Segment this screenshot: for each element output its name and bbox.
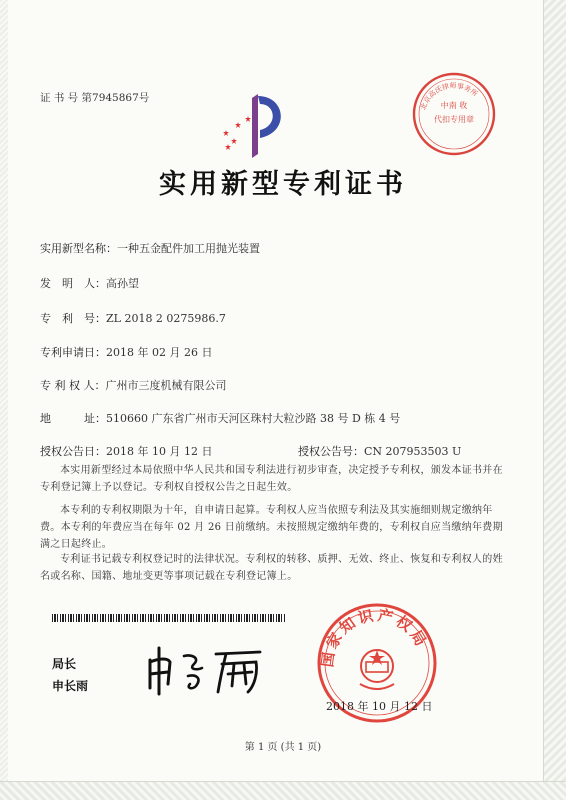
- field-value: ZL 2018 2 0275986.7: [106, 312, 226, 325]
- field-label: 授权公告号：: [298, 445, 364, 458]
- field-label: 发 明 人：: [40, 277, 106, 290]
- agency-seal-stamp: [408, 68, 500, 160]
- left-border-pattern: [0, 0, 8, 800]
- field-value: 510660 广东省广州市天河区珠村大粒沙路 38 号 D 栋 4 号: [106, 412, 401, 425]
- field-label: 授权公告日：: [40, 445, 106, 458]
- field-grant-date: [40, 443, 212, 459]
- field-value: 一种五金配件加工用抛光装置: [117, 242, 260, 255]
- director-name: 申长雨: [52, 679, 89, 693]
- field-inventor: [40, 275, 139, 291]
- field-filing-date: [40, 344, 212, 360]
- field-label: 专 利 权 人：: [40, 379, 106, 392]
- field-value: 广州市三度机械有限公司: [105, 379, 227, 392]
- field-label: 专利申请日：: [40, 346, 106, 359]
- field-patentee: [40, 377, 227, 393]
- certificate-title: 实用新型专利证书: [159, 169, 407, 200]
- issue-date: 2018 年 10 月 12 日: [326, 700, 433, 713]
- field-value: 高孙望: [106, 277, 139, 290]
- field-patent-number: [40, 310, 226, 326]
- field-value: 2018 年 10 月 12 日: [106, 445, 213, 458]
- patent-office-logo: [214, 88, 294, 160]
- field-label: 地 址：: [40, 412, 106, 425]
- svg-text:北京高沃律师事务所: 北京高沃律师事务所: [419, 81, 480, 112]
- director-title: 局长: [52, 657, 77, 671]
- certificate-number: 证 书 号 第7945867号: [40, 92, 150, 104]
- right-border-pattern: [543, 0, 566, 800]
- paragraph-grant-decision: 本实用新型经过本局依照中华人民共和国专利法进行初步审查，决定授予专利权，颁发本证书并在专利登记簿上予以登记。专利权自授权公告之日起生效。: [40, 465, 503, 493]
- field-label: 实用新型名称：: [40, 242, 117, 255]
- bottom-border-pattern: [0, 781, 566, 800]
- field-address: [40, 410, 400, 426]
- paragraph-term-and-fees: 本专利的专利权期限为十年，自申请日起算。专利权人应当依照专利法及其实施细则规定缴纳年费。本专利的年费应当在每年 02 月 26 日前缴纳。未按照规定缴纳年费的，专利权自应当缴纳年费期满之日起终止。: [40, 505, 503, 550]
- director-signature: [142, 640, 272, 696]
- page-number: 第 1 页 (共 1 页): [244, 742, 322, 753]
- field-grant-number: [298, 443, 461, 459]
- barcode: [52, 614, 286, 622]
- field-utility-name: [40, 240, 260, 256]
- field-label: 专 利 号：: [40, 312, 106, 325]
- field-value: CN 207953503 U: [364, 445, 462, 458]
- field-value: 2018 年 02 月 26 日: [106, 346, 213, 359]
- paragraph-legal-status: 专利证书记载专利权登记时的法律状况。专利权的转移、质押、无效、终止、恢复和专利权人的姓名或名称、国籍、地址变更等事项记载在专利登记簿上。: [40, 554, 503, 582]
- svg-text:国家知识产权局: 国家知识产权局: [318, 606, 432, 669]
- svg-text:代扣专用章: 代扣专用章: [434, 115, 474, 124]
- svg-text:中南 收: 中南 收: [440, 101, 468, 110]
